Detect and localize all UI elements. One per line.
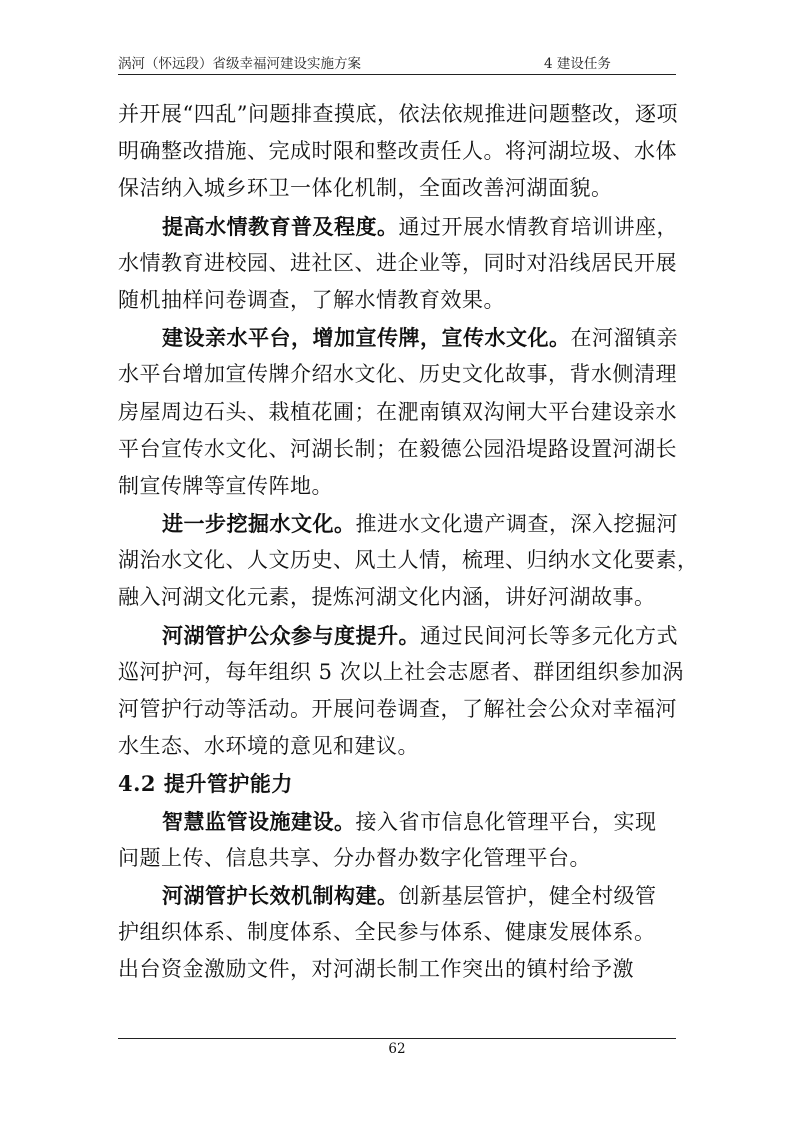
page-header bbox=[118, 48, 676, 75]
text-line: 平台宣传水文化、河湖长制；在毅德公园沿堤路设置河湖长 bbox=[118, 436, 677, 461]
text-line: 房屋周边石头、栽植花圃；在淝南镇双沟闸大平台建设亲水 bbox=[118, 399, 677, 424]
paragraph-lead bbox=[118, 208, 678, 245]
text-line: 水生态、水环境的意见和建议。 bbox=[118, 734, 419, 759]
text-line: 水情教育进校园、进社区、进企业等，同时对沿线居民开展 bbox=[118, 250, 677, 275]
text-line: 水平台增加宣传牌介绍水文化、历史文化故事，背水侧清理 bbox=[118, 362, 677, 387]
paragraph-text: 通过开展水情教育培训讲座， bbox=[398, 214, 678, 239]
page-number: 62 bbox=[388, 1041, 406, 1057]
paragraph-heading: 河湖管护长效机制构建。 bbox=[162, 882, 399, 908]
text-line: 制宣传牌等宣传阵地。 bbox=[118, 473, 333, 498]
paragraph-lead bbox=[118, 319, 678, 356]
paragraph-heading: 建设亲水平台，增加宣传牌，宣传水文化。 bbox=[162, 325, 571, 351]
paragraph-lead bbox=[118, 505, 678, 542]
paragraph-heading: 智慧监管设施建设。 bbox=[162, 808, 356, 834]
chapter-title: 4 建设任务 bbox=[544, 56, 611, 72]
paragraph-lead bbox=[118, 803, 678, 840]
document-title: 涡河（怀远段）省级幸福河建设实施方案 bbox=[118, 56, 361, 72]
text-line: 明确整改措施、完成时限和整改责任人。将河湖垃圾、水体 bbox=[118, 139, 677, 164]
paragraph-text: 推进水文化遗产调查，深入挖掘河 bbox=[355, 512, 678, 537]
paragraph-heading: 提高水情教育普及程度。 bbox=[162, 213, 399, 239]
paragraph-text: 创新基层管护，健全村级管 bbox=[398, 883, 657, 908]
paragraph-text: 通过民间河长等多元化方式 bbox=[420, 623, 678, 648]
paragraph-lead bbox=[118, 877, 678, 914]
footer-divider bbox=[118, 1038, 676, 1039]
text-line: 并开展“四乱”问题排查摸底，依法依规推进问题整改，逐项 bbox=[118, 102, 678, 126]
text-line: 护组织体系、制度体系、全民参与体系、健康发展体系。 bbox=[118, 920, 656, 945]
paragraph-text: 在河溜镇亲 bbox=[570, 326, 678, 351]
text-line: 问题上传、信息共享、分办督办数字化管理平台。 bbox=[118, 845, 591, 870]
paragraph-text: 接入省市信息化管理平台，实现 bbox=[355, 809, 657, 834]
paragraph-lead bbox=[118, 617, 678, 654]
text-line: 随机抽样问卷调查，了解水情教育效果。 bbox=[118, 287, 505, 312]
paragraph-heading: 河湖管护公众参与度提升。 bbox=[162, 622, 420, 648]
paragraph-heading: 进一步挖掘水文化。 bbox=[162, 511, 356, 537]
text-line: 湖治水文化、人文历史、风土人情，梳理、归纳水文化要素， bbox=[118, 548, 699, 573]
section-heading: 4.2 提升管护能力 bbox=[118, 771, 293, 797]
text-line: 河管护行动等活动。开展问卷调查，了解社会公众对幸福河 bbox=[118, 697, 677, 721]
text-line: 巡河护河，每年组织 5 次以上社会志愿者、群团组织参加涡 bbox=[118, 659, 684, 684]
body-text bbox=[118, 96, 699, 989]
text-line: 保洁纳入城乡环卫一体化机制，全面改善河湖面貌。 bbox=[118, 176, 613, 201]
text-line: 融入河湖文化元素，提炼河湖文化内涵，讲好河湖故事。 bbox=[118, 585, 656, 610]
text-line: 出台资金激励文件，对河湖长制工作突出的镇村给予激 bbox=[118, 957, 634, 982]
